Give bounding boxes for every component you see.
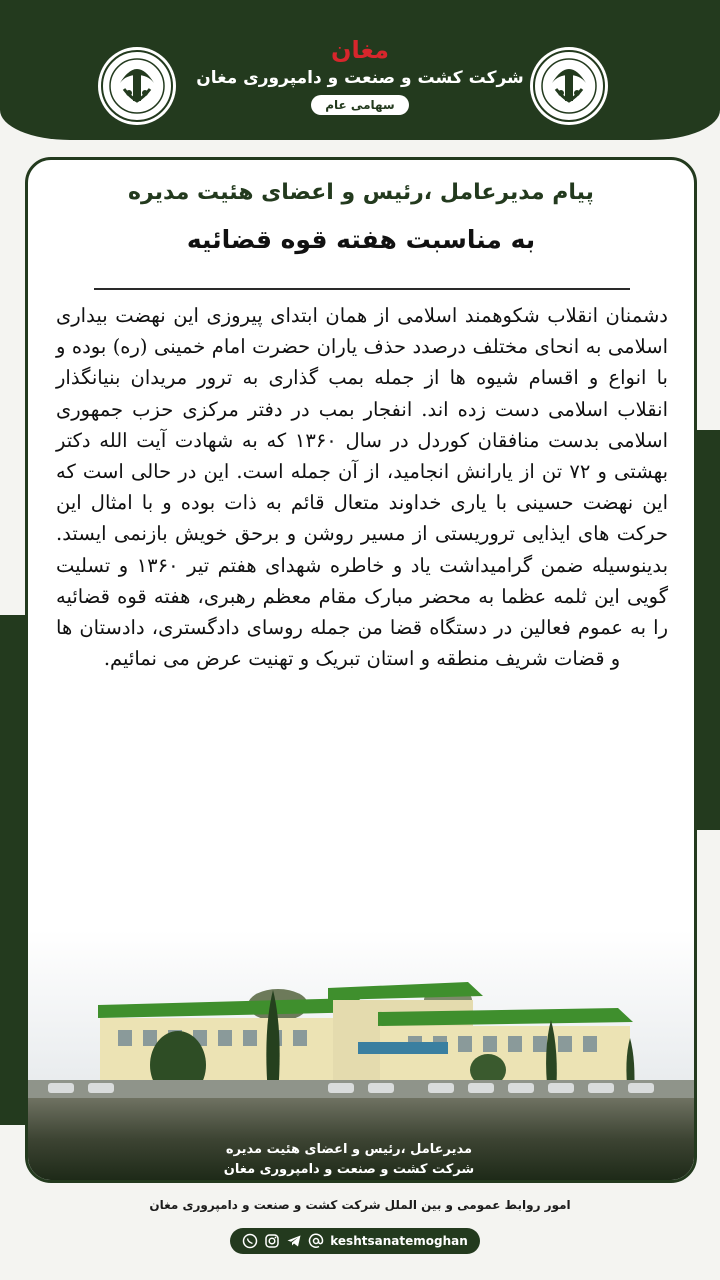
brand-name: مغان [331, 36, 389, 64]
message-title: پیام مدیرعامل ،رئیس و اعضای هئیت مدیره [128, 180, 594, 205]
share-type-badge: سهامی عام [311, 95, 408, 115]
telegram-icon[interactable] [286, 1233, 302, 1249]
social-bar[interactable] [230, 1228, 480, 1254]
caption-line-1: مدیرعامل ،رئیس و اعضای هئیت مدیره [225, 1142, 473, 1157]
message-card [25, 157, 697, 1183]
header-title-block [180, 36, 540, 115]
company-name: شرکت کشت و صنعت و دامپروری مغان [196, 68, 524, 88]
at-icon [308, 1233, 324, 1249]
social-handle[interactable]: keshtsanatemoghan [330, 1234, 468, 1248]
instagram-icon[interactable] [264, 1233, 280, 1249]
header-banner [0, 0, 720, 140]
message-body: دشمنان انقلاب شکوهمند اسلامی از همان ابتدای پیروزی این نهضت بیداری اسلامی به انحای مختلف درصدد حذف یاران حضرت امام خمینی (ره) بوده و با انواع و اقسام شیوه ها از جمله بمب گذاری به ترور مریدان بنیانگذار انقلاب اسلامی دست زده اند. انفجار بمب در دفتر مرکزی حزب جمهوری اسلامی بدست منافقان کوردل در سال ۱۳۶۰ که به شهادت آیت الله دکتر بهشتی و ۷۲ تن از یارانش انجامید، از آن جمله است. این در حالی است که این نهضت حسینی با یاری خداوند متعال قائم به ذات بوده و با امثال این حرکت های ایذایی تروریستی از مسیر روشن و برحق خویش بازنمی ایستد. بدینوسیله ضمن گرامیداشت یاد و خاطره شهدای هفتم تیر ۱۳۶۰ و تسلیت گویی این ثلمه عظما به محضر مبارک مقام معظم رهبری، هفته قوه قضائیه را به عموم فعالین در دستگاه قضا من جمله روسای دادگستری، دادستان ها و قضات شریف منطقه و استان تبریک و تهنیت عرض می نمائیم. [56, 304, 669, 671]
caption-line-2: شرکت کشت و صنعت و دامپروری مغان [223, 1162, 475, 1177]
department-credit: امور روابط عمومی و بین الملل شرکت کشت و صنعت و دامپروری مغان [149, 1198, 571, 1212]
message-subtitle: به مناسبت هفته قوه قضائیه [186, 225, 536, 254]
signature-caption [28, 1140, 670, 1180]
whatsapp-icon[interactable] [242, 1233, 258, 1249]
emblem-logo-left [96, 45, 178, 127]
emblem-logo-right [528, 45, 610, 127]
title-divider [94, 288, 630, 290]
